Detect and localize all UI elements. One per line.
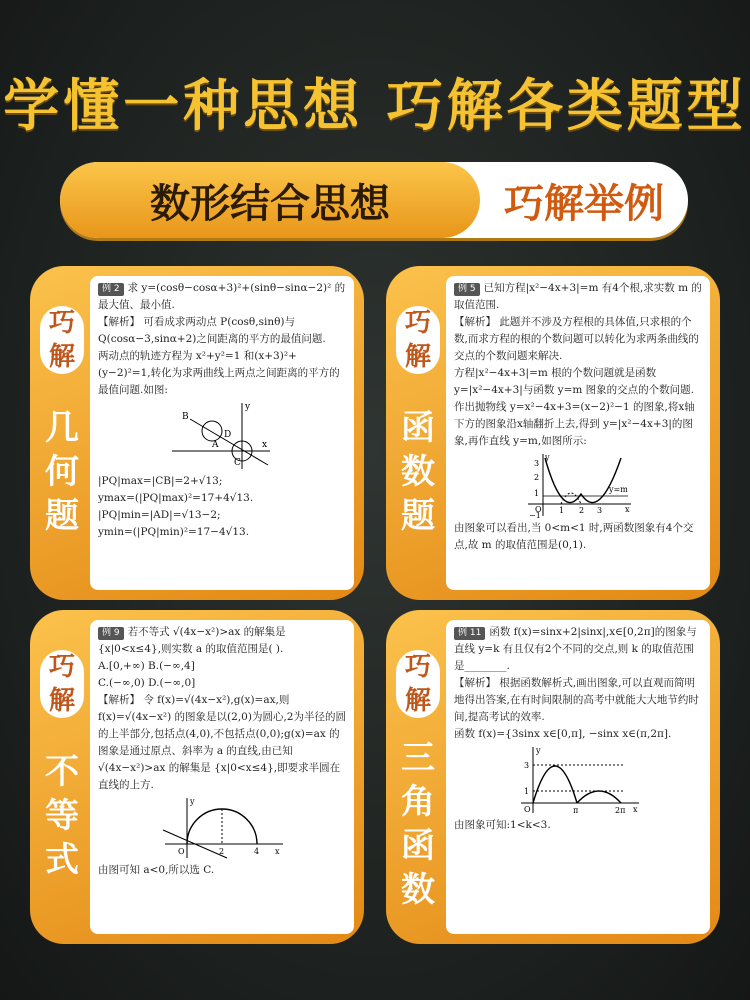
fig-label: 1 — [534, 489, 540, 498]
fig-label: π — [573, 806, 579, 815]
topic-char: 三 — [401, 738, 435, 778]
topic-char: 数 — [401, 452, 435, 492]
solution-text: 作出抛物线 y=x²−4x+3=(x−2)²−1 的图象,将x轴下方的图象沿x轴翻折上去,得到 y=|x²−4x+3|的图象,再作直线 y=m,如图所示: — [454, 401, 695, 447]
fig-label: y — [536, 746, 541, 755]
fig-label: 2 — [534, 473, 540, 482]
abs-function-figure — [523, 452, 633, 518]
card-content — [90, 620, 354, 934]
fig-label: O — [178, 847, 185, 856]
tag-char: 解 — [404, 686, 431, 716]
tag-char: 解 — [48, 686, 75, 716]
fig-label: x — [275, 847, 280, 856]
fig-label: O — [535, 505, 542, 514]
semicircle-figure — [157, 796, 287, 860]
fig-label: x — [625, 505, 630, 514]
card-topic — [396, 406, 440, 538]
fig-label: 1 — [524, 787, 530, 796]
card-topic — [396, 736, 440, 912]
fig-label: D — [224, 430, 232, 440]
problem-text: 若不等式 √(4x−x²)>ax 的解集是 {x|0<x≤4},则实数 a 的取值范围是( ). — [98, 626, 286, 655]
card-content — [90, 276, 354, 590]
fig-label: 2 — [219, 847, 225, 856]
solution-text: 两动点的轨迹方程为 x²+y²=1 和(x+3)²+(y−2)²=1,转化为求两曲线上两点之间距离的平方的最值问题.如图: — [98, 350, 340, 396]
problem-text: 求 y=(cosθ−cosα+3)²+(sinθ−sinα−2)² 的最大值、最小值. — [98, 282, 346, 311]
result-line: |PQ|min=|AD|=√13−2; — [98, 509, 221, 521]
solution-text: 【解析】 令 f(x)=√(4x−x²),g(x)=ax,则 f(x)=√(4x−x²) 的图象是以(2,0)为圆心,2为半径的圆的上半部分,包括点(4,0),不包括点(0,0);g(x)=ax 的图象是通过原点、斜率为 a 的直线,由已知 √(4x−x²)>ax 的解集是 {x|0<x≤4},即要求半圆在直线的上方. — [98, 694, 346, 791]
card-geometry — [30, 266, 364, 600]
fig-label: 2 — [579, 506, 585, 515]
tag-char: 解 — [48, 342, 75, 372]
topic-char: 题 — [45, 496, 79, 536]
geometry-figure — [172, 401, 272, 471]
topic-char: 角 — [401, 782, 435, 822]
result-line: ymax=(|PQ|max)²=17+4√13. — [98, 492, 254, 504]
tag-char: 巧 — [48, 308, 75, 338]
topic-char: 函 — [401, 408, 435, 448]
card-topic — [40, 406, 84, 538]
fig-label: 2π — [615, 806, 626, 815]
fig-label: x — [633, 805, 638, 814]
fig-label: B — [182, 412, 189, 422]
card-tag-top — [396, 650, 440, 718]
topic-char: 何 — [45, 452, 79, 492]
card-tag-top — [40, 306, 84, 374]
piecewise-function: 函数 f(x)={3sinx x∈[0,π], −sinx x∈(π,2π]. — [454, 728, 672, 740]
result-line: |PQ|max=|CB|=2+√13; — [98, 475, 223, 487]
banner-left: 数形结合思想 — [60, 162, 480, 238]
solution-text: 【解析】 根据函数解析式,画出图象,可以直观而简明地得出答案,在有时间限制的高考中就能大大地节约时间,提高考试的效率. — [454, 677, 699, 723]
fig-label: 3 — [524, 761, 530, 770]
tag-char: 巧 — [48, 652, 75, 682]
topic-char: 题 — [401, 496, 435, 536]
example-badge: 例 9 — [98, 627, 124, 640]
banner — [60, 162, 688, 238]
fig-label: −1 — [529, 511, 541, 518]
problem-text: 已知方程|x²−4x+3|=m 有4个根,求实数 m 的取值范围. — [454, 282, 702, 311]
fig-label: 1 — [559, 506, 565, 515]
topic-char: 数 — [401, 870, 435, 910]
card-inequality — [30, 610, 364, 944]
card-function — [386, 266, 720, 600]
fig-label: O — [524, 805, 531, 814]
card-tag-top — [40, 650, 84, 718]
topic-char: 式 — [45, 840, 79, 880]
problem-text: 函数 f(x)=sinx+2|sinx|,x∈[0,2π]的图象与直线 y=k 有且仅有2个不同的交点,则 k 的取值范围是________. — [454, 626, 697, 672]
fig-label: y=m — [609, 485, 628, 494]
fig-label: x — [262, 440, 268, 450]
topic-char: 等 — [45, 796, 79, 836]
example-badge: 例 5 — [454, 283, 480, 296]
example-badge: 例 2 — [98, 283, 124, 296]
fig-label: y — [190, 797, 195, 806]
fig-label: 3 — [597, 506, 603, 515]
tag-char: 解 — [404, 342, 431, 372]
fig-label: y — [545, 453, 550, 462]
banner-right: 巧解举例 — [504, 180, 664, 227]
trig-figure — [513, 745, 643, 815]
result-line: 由图可知 a<0,所以选 C. — [98, 864, 215, 876]
fig-label: y — [245, 402, 251, 412]
result-line: 由图象可知:1<k<3. — [454, 819, 551, 831]
fig-label: C — [234, 458, 241, 468]
result-line: ymin=(|PQ|min)²=17−4√13. — [98, 526, 250, 538]
tag-char: 巧 — [404, 308, 431, 338]
fig-label: 3 — [534, 459, 540, 468]
card-trigonometry — [386, 610, 720, 944]
card-content — [446, 620, 710, 934]
topic-char: 函 — [401, 826, 435, 866]
tag-char: 巧 — [404, 652, 431, 682]
fig-label: 4 — [254, 847, 260, 856]
headline: 学懂一种思想 巧解各类题型 — [3, 74, 747, 139]
solution-text: 方程|x²−4x+3|=m 根的个数问题就是函数 y=|x²−4x+3|与函数 y=m 图象的交点的个数问题. — [454, 367, 695, 396]
fig-label: A — [212, 440, 219, 450]
option-line: A.[0,+∞) B.(−∞,4] — [98, 660, 195, 672]
card-content — [446, 276, 710, 590]
example-badge: 例 11 — [454, 627, 485, 640]
card-tag-top — [396, 306, 440, 374]
solution-text: 【解析】 此题并不涉及方程根的具体值,只求根的个数,而求方程的根的个数问题可以转化为求两条曲线的交点的个数问题来解决. — [454, 316, 699, 362]
card-topic — [40, 750, 84, 882]
topic-char: 几 — [45, 408, 79, 448]
solution-text: 【解析】 可看成求两动点 P(cosθ,sinθ)与 Q(cosα−3,sinα+2)之间距离的平方的最值问题. — [98, 316, 326, 345]
topic-char: 不 — [45, 752, 79, 792]
result-line: 由图象可以看出,当 0<m<1 时,两函数图象有4个交点,故 m 的取值范围是(0,1). — [454, 522, 694, 551]
option-line: C.(−∞,0) D.(−∞,0] — [98, 677, 196, 689]
